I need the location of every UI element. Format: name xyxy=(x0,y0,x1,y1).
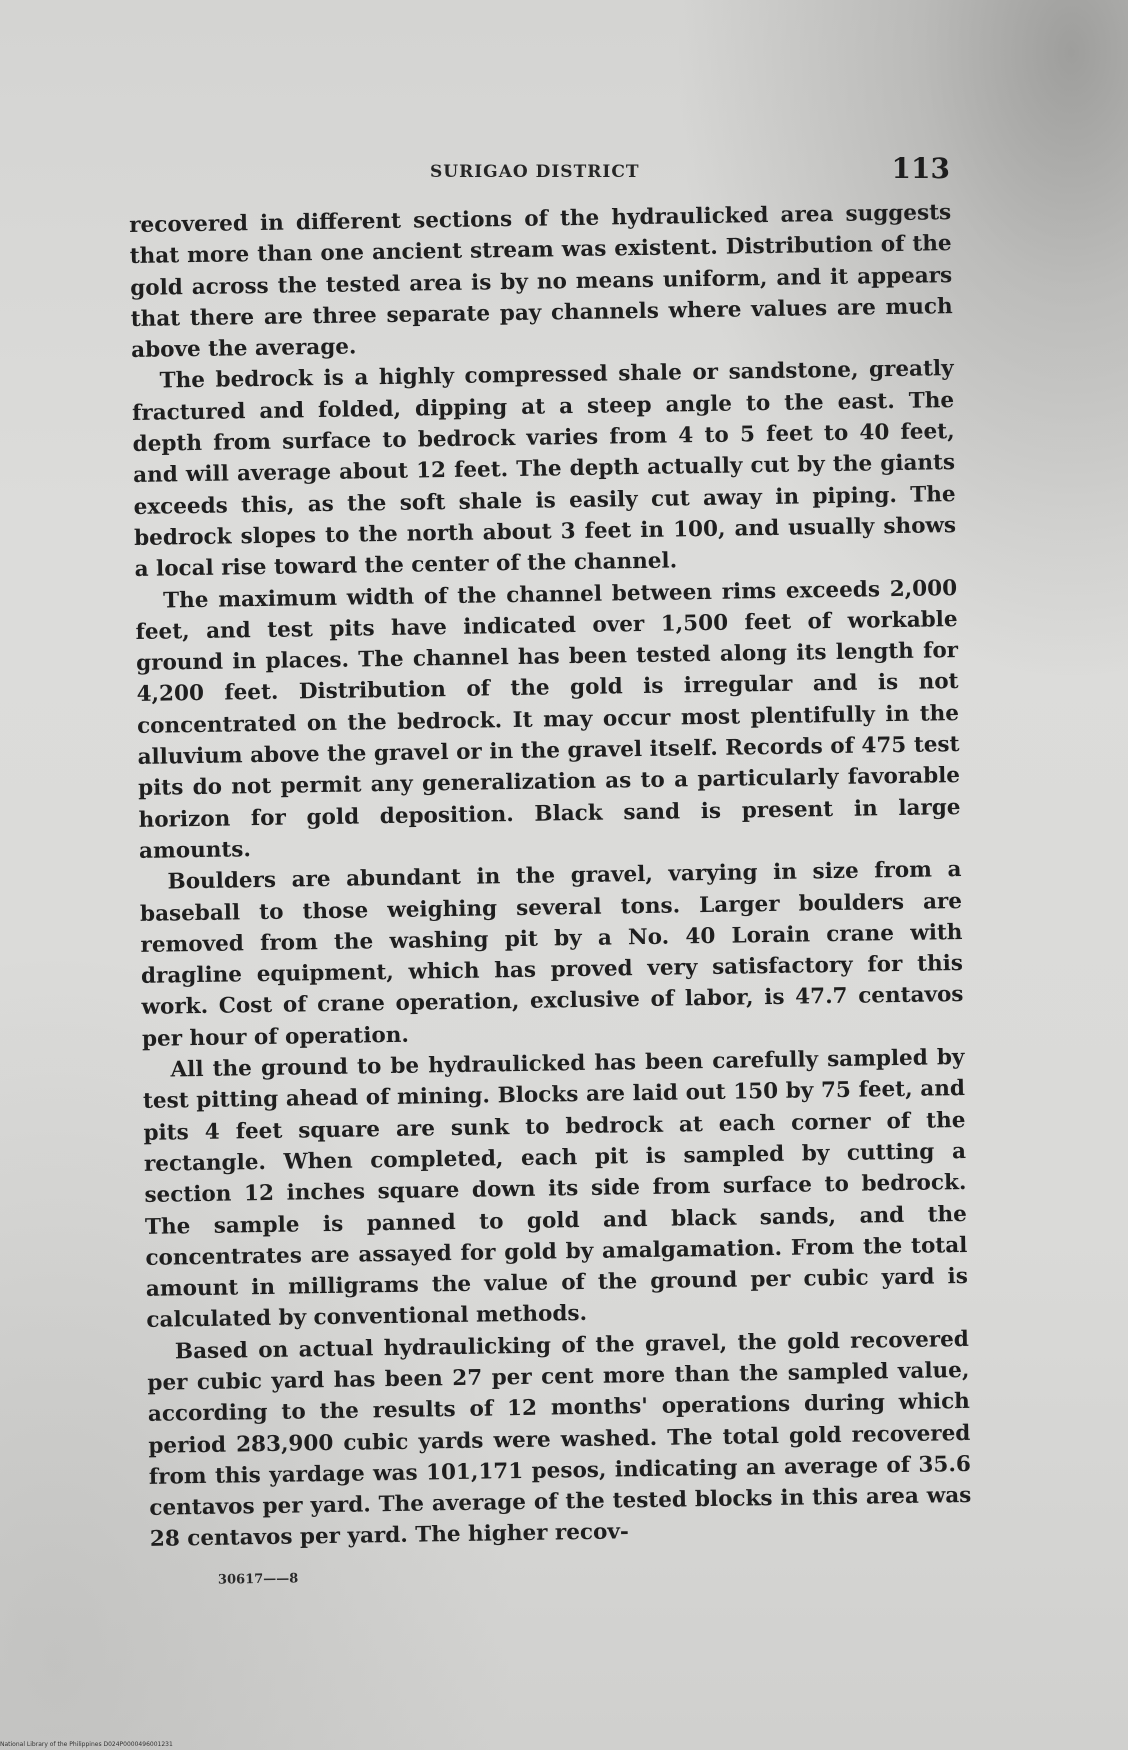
paragraph-sampling: All the ground to be hydraulicked has been carefully sampled by test pitting ahead of mining. Blocks are laid out 150 by 75 feet, and pits 4 feet square are sunk to bedrock at each corner of the rectangle. When completed, each pit is sampled by cutting a section 12 inches square down its side from surface to bedrock. The sample is panned to gold and black sands, and the concentrates are assayed for gold by amalgamation. From the total amount in milligrams the value of the ground per cubic yard is calculated by conventional methods. xyxy=(142,1044,969,1334)
page-number: 113 xyxy=(891,152,950,185)
page-header xyxy=(430,152,950,198)
paragraph-recovery: Based on actual hydraulicking of the gravel, the gold recovered per cubic yard has been 27 per cent more than the sampled value, according to the results of 12 months' operations during which period 283,900 cubic yards were washed. The total gold recovered from this yardage was 101,171 pesos, indicating an average of 35.6 centavos per yard. The average of the tested blocks in this area was 28 centavos per yard. The higher recov- xyxy=(147,1326,972,1553)
paragraph-continuation: recovered in different sections of the hydraulicked area suggests that more than one ancient stream was existent. Distribution of the gold across the tested area is by no means uniform, and it appears that there are three separate pay channels where values are much above the average. xyxy=(129,200,953,364)
paragraph-boulders: Boulders are abundant in the gravel, varying in size from a baseball to those weighing several tons. Larger boulders are removed from the washing pit by a No. 40 Lorain crane with dragline equipment, which has proved very satisfactory for this work. Cost of crane operation, exclusive of labor, is 47.7 centavos per hour of operation. xyxy=(139,857,964,1052)
paragraph-bedrock: The bedrock is a highly compressed shale or sandstone, greatly fractured and folded, dipping at a steep angle to the east. The depth from surface to bedrock varies from 4 to 5 feet to 40 feet, and will average about 12 feet. The depth actually cut by the giants exceeds this, as the soft shale is easily cut away in piping. The bedrock slopes to the north about 3 feet in 100, and usually shows a local rise toward the center of the channel. xyxy=(131,356,957,583)
body-text xyxy=(129,197,972,1556)
printer-signature: 30617——8 xyxy=(217,1571,299,1588)
paragraph-channel-width: The maximum width of the channel between rims exceeds 2,000 feet, and test pits have indicated over 1,500 feet of workable ground in places. The channel has been tested along its length for 4,200 feet. Distribution of the gold is irregular and is not concentrated on the bedrock. It may occur most plentifully in the alluvium above the gravel or in the gravel itself. Records of 475 test pits do not permit any generalization as to a particularly favorable horizon for gold deposition. Black sand is present in large amounts. xyxy=(135,575,961,864)
archive-identifier: National Library of the Philippines D024P0000496001231 xyxy=(0,1741,173,1748)
running-head: SURIGAO DISTRICT xyxy=(430,162,640,182)
